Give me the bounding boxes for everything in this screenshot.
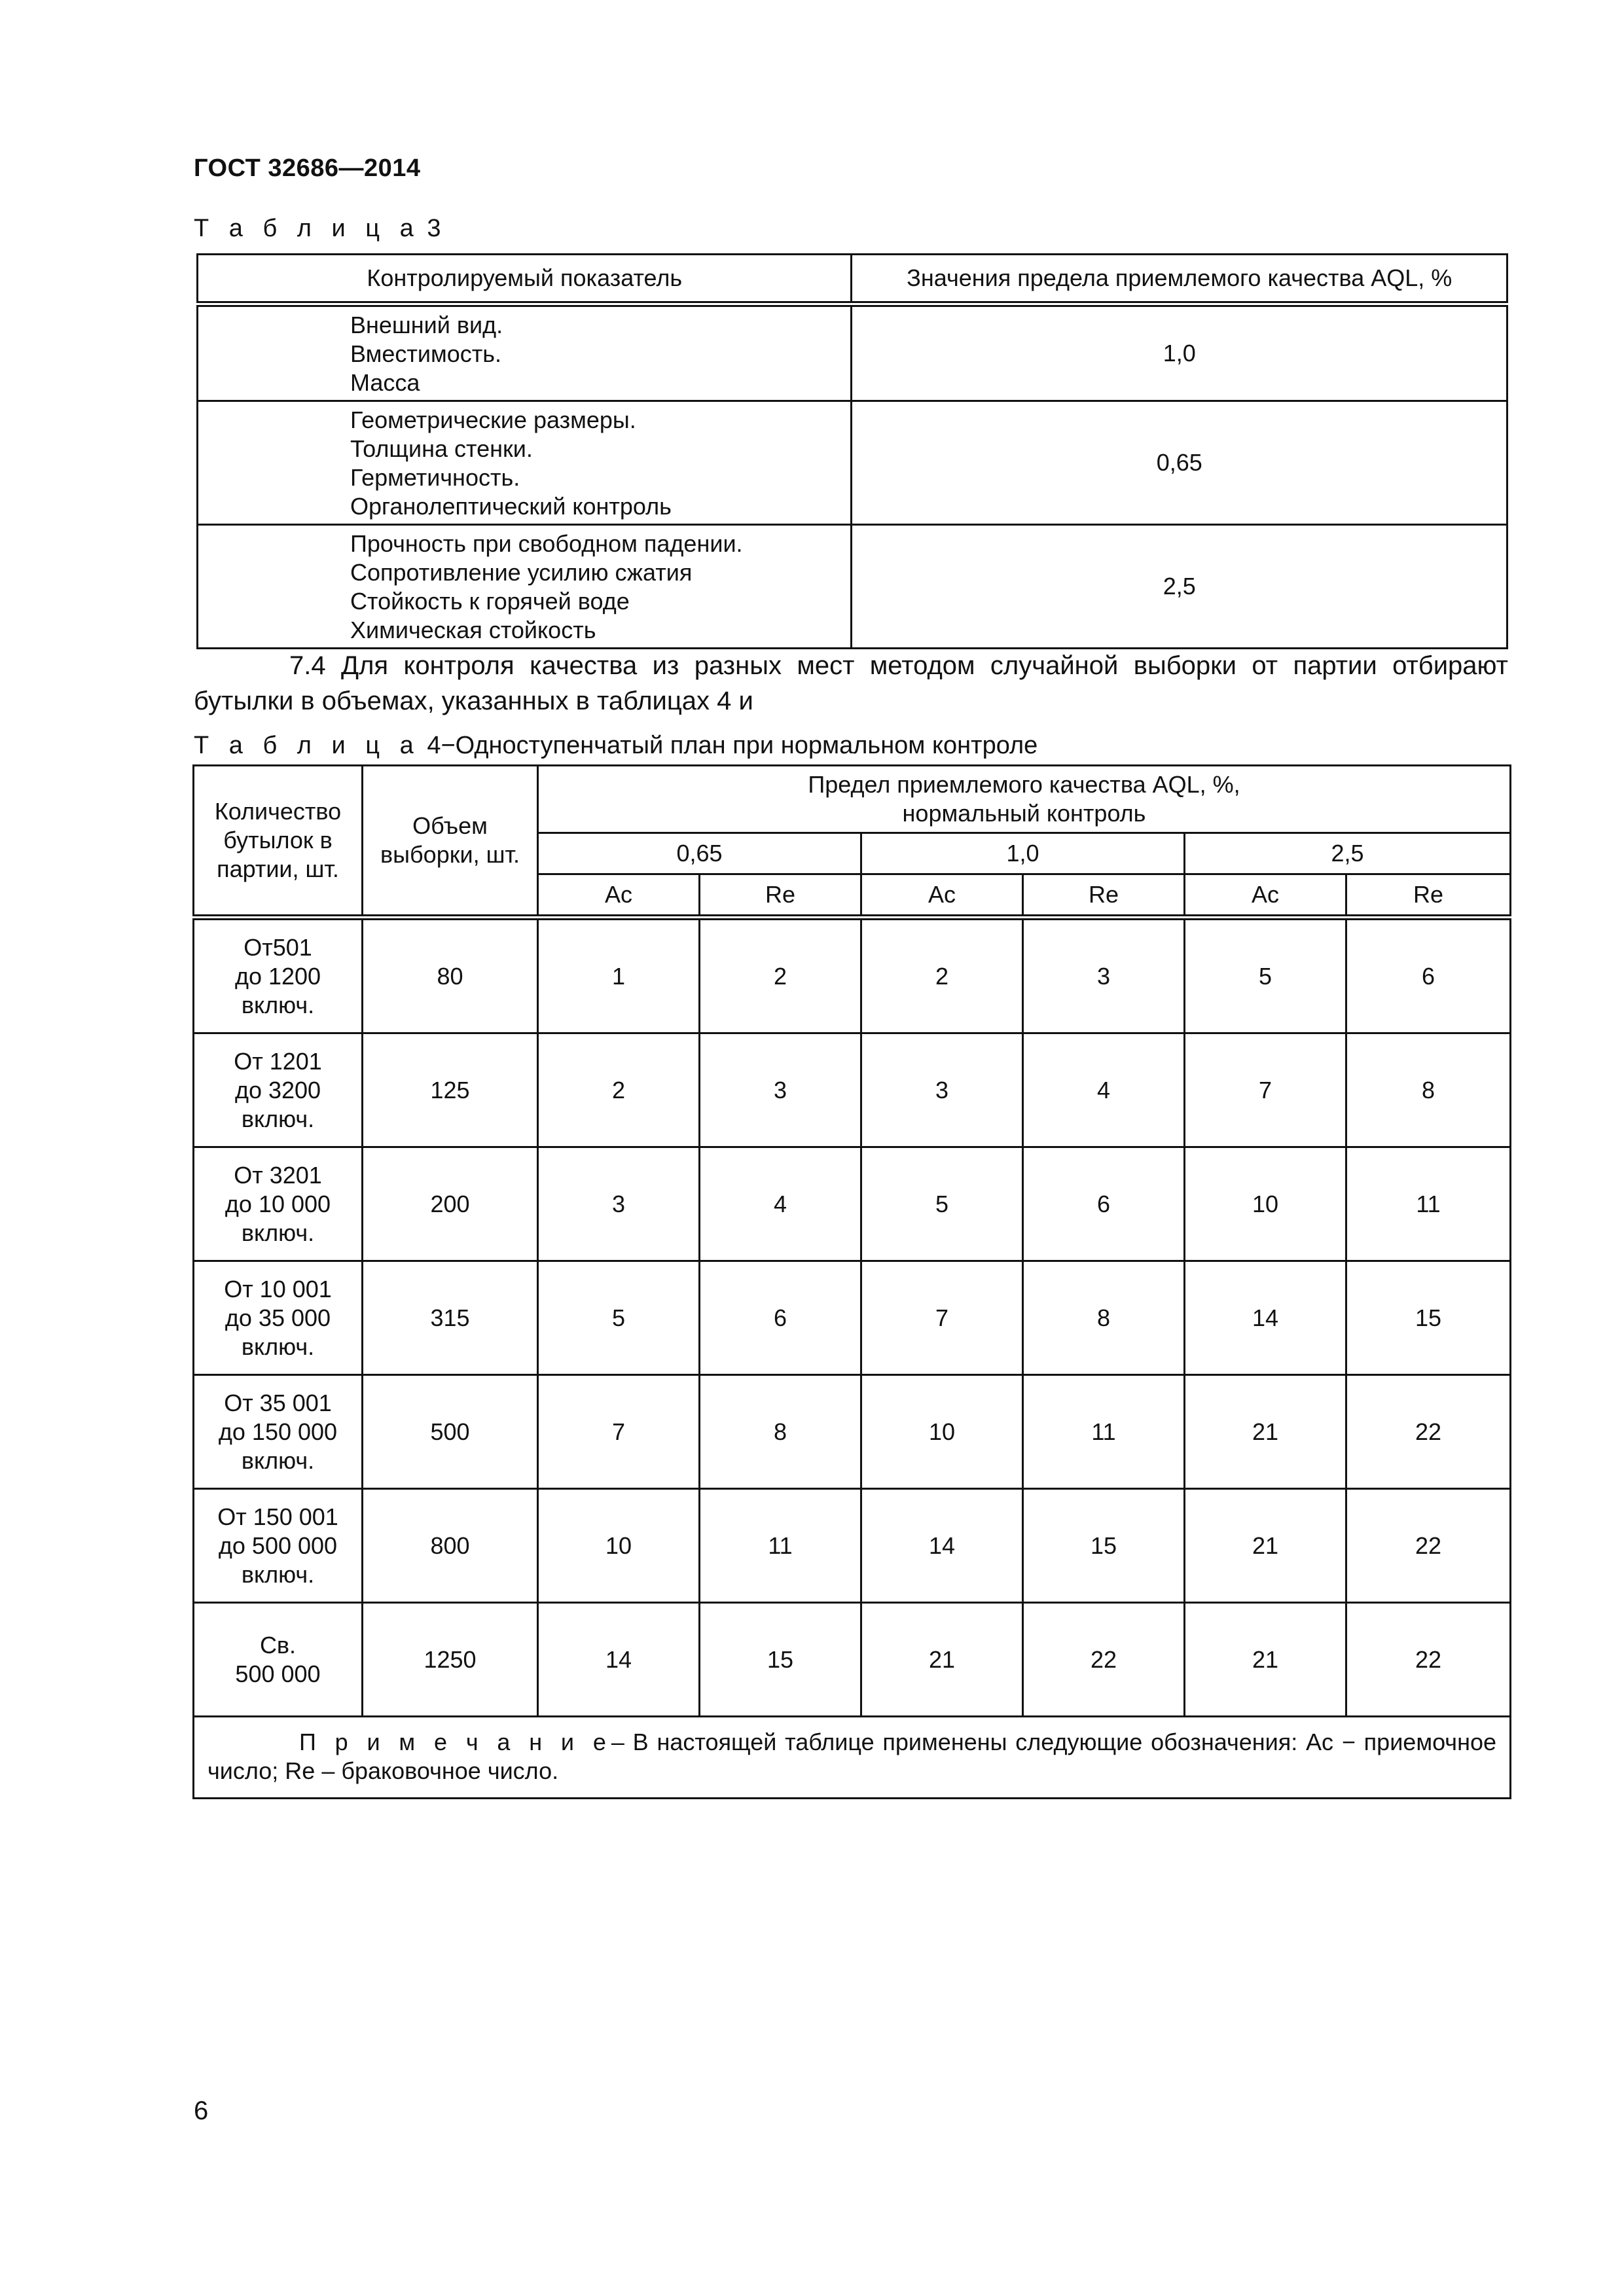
- value-cell: 15: [1346, 1261, 1511, 1375]
- table3-caption-number: 3: [427, 215, 441, 242]
- value-cell: 21: [1185, 1489, 1346, 1603]
- indicator-line: Вместимость.: [350, 340, 501, 367]
- indicator-line: Стойкость к горячей воде: [350, 588, 630, 615]
- table3-indicators: [198, 401, 852, 525]
- indicator-line: Сопротивление усилию сжатия: [350, 559, 693, 586]
- table4-aql-level: 2,5: [1185, 833, 1511, 874]
- lot-size-cell: От 1201 до 3200 включ.: [194, 1033, 363, 1147]
- value-cell: 5: [1185, 918, 1346, 1033]
- sample-size-cell: 1250: [363, 1603, 538, 1717]
- value-cell: 3: [861, 1033, 1023, 1147]
- table-row: [194, 1375, 1511, 1489]
- value-cell: 22: [1346, 1489, 1511, 1603]
- value-cell: 14: [538, 1603, 700, 1717]
- table4-aql-header: Предел приемлемого качества AQL, %, нормальный контроль: [538, 766, 1511, 833]
- indicator-line: Толщина стенки.: [350, 435, 533, 462]
- value-cell: 7: [538, 1375, 700, 1489]
- table3-aql-value: 0,65: [852, 401, 1507, 525]
- value-cell: 2: [538, 1033, 700, 1147]
- table4-ac-header: Ac: [861, 874, 1023, 918]
- value-cell: 21: [1185, 1375, 1346, 1489]
- table3-row: [198, 304, 1507, 401]
- sample-size-cell: 200: [363, 1147, 538, 1261]
- value-cell: 14: [1185, 1261, 1346, 1375]
- value-cell: 11: [1023, 1375, 1185, 1489]
- table-row: [194, 1033, 1511, 1147]
- table-row: [194, 1489, 1511, 1603]
- note-body: – В настоящей таблице применены следующие обозначения: Ac − приемочное число; Re – браковочное число.: [208, 1729, 1496, 1784]
- table3: [196, 253, 1508, 649]
- table-row: [194, 918, 1511, 1033]
- indicator-line: Органолептический контроль: [350, 493, 672, 520]
- value-cell: 10: [861, 1375, 1023, 1489]
- value-cell: 10: [538, 1489, 700, 1603]
- document-id: ГОСТ 32686—2014: [194, 154, 421, 182]
- table-row: [194, 1603, 1511, 1717]
- value-cell: 14: [861, 1489, 1023, 1603]
- note-label: П р и м е ч а н и е: [299, 1729, 611, 1755]
- table3-caption: [194, 215, 441, 243]
- value-cell: 3: [1023, 918, 1185, 1033]
- table4-col-lot: Количество бутылок в партии, шт.: [194, 766, 363, 918]
- table3-col-indicator: Контролируемый показатель: [198, 255, 852, 304]
- value-cell: 21: [861, 1603, 1023, 1717]
- table4-caption-prefix: Т а б л и ц а: [194, 732, 420, 759]
- lot-size-cell: От 10 001 до 35 000 включ.: [194, 1261, 363, 1375]
- table4-col-sample: Объем выборки, шт.: [363, 766, 538, 918]
- table4-aql-level: 1,0: [861, 833, 1185, 874]
- indicator-line: Внешний вид.: [350, 312, 503, 338]
- table4-ac-header: Ac: [538, 874, 700, 918]
- table-row: [194, 1261, 1511, 1375]
- table3-indicators: [198, 525, 852, 649]
- value-cell: 10: [1185, 1147, 1346, 1261]
- paragraph-text: 7.4 Для контроля качества из разных мест методом случайной выборки от партии отбирают бутылки в объемах, указанных в таблицах 4 и: [194, 651, 1508, 715]
- value-cell: 11: [700, 1489, 861, 1603]
- value-cell: 15: [700, 1603, 861, 1717]
- table3-row: [198, 525, 1507, 649]
- value-cell: 3: [700, 1033, 861, 1147]
- table4-note: [194, 1717, 1511, 1799]
- lot-size-cell: От501 до 1200 включ.: [194, 918, 363, 1033]
- value-cell: 6: [1346, 918, 1511, 1033]
- indicator-line: Химическая стойкость: [350, 617, 596, 643]
- sample-size-cell: 125: [363, 1033, 538, 1147]
- value-cell: 11: [1346, 1147, 1511, 1261]
- table4: [192, 764, 1511, 1799]
- table4-ac-header: Ac: [1185, 874, 1346, 918]
- table4-re-header: Re: [1023, 874, 1185, 918]
- paragraph-7-4: [194, 648, 1508, 719]
- table3-col-aql: Значения предела приемлемого качества AQL, %: [852, 255, 1507, 304]
- sample-size-cell: 500: [363, 1375, 538, 1489]
- table3-indicators: [198, 304, 852, 401]
- sample-size-cell: 800: [363, 1489, 538, 1603]
- table3-aql-value: 2,5: [852, 525, 1507, 649]
- table4-caption: [194, 732, 1038, 760]
- lot-size-cell: Св. 500 000: [194, 1603, 363, 1717]
- value-cell: 2: [861, 918, 1023, 1033]
- value-cell: 8: [700, 1375, 861, 1489]
- table4-note-row: [194, 1717, 1511, 1799]
- indicator-line: Геометрические размеры.: [350, 406, 636, 433]
- sample-size-cell: 315: [363, 1261, 538, 1375]
- indicator-line: Масса: [350, 369, 420, 396]
- table3-caption-prefix: Т а б л и ц а: [194, 215, 420, 242]
- table4-re-header: Re: [1346, 874, 1511, 918]
- value-cell: 21: [1185, 1603, 1346, 1717]
- table-row: [194, 1147, 1511, 1261]
- indicator-line: Герметичность.: [350, 464, 520, 491]
- value-cell: 8: [1346, 1033, 1511, 1147]
- indicator-line: Прочность при свободном падении.: [350, 530, 743, 557]
- table3-row: [198, 401, 1507, 525]
- value-cell: 4: [700, 1147, 861, 1261]
- lot-size-cell: От 150 001 до 500 000 включ.: [194, 1489, 363, 1603]
- value-cell: 5: [538, 1261, 700, 1375]
- lot-size-cell: От 35 001 до 150 000 включ.: [194, 1375, 363, 1489]
- value-cell: 22: [1023, 1603, 1185, 1717]
- value-cell: 6: [1023, 1147, 1185, 1261]
- value-cell: 22: [1346, 1603, 1511, 1717]
- sample-size-cell: 80: [363, 918, 538, 1033]
- value-cell: 22: [1346, 1375, 1511, 1489]
- value-cell: 2: [700, 918, 861, 1033]
- page-number: 6: [194, 2096, 209, 2125]
- value-cell: 7: [861, 1261, 1023, 1375]
- value-cell: 7: [1185, 1033, 1346, 1147]
- table4-aql-level: 0,65: [538, 833, 861, 874]
- value-cell: 8: [1023, 1261, 1185, 1375]
- value-cell: 5: [861, 1147, 1023, 1261]
- table4-caption-title: 4−Одноступенчатый план при нормальном контроле: [420, 732, 1038, 759]
- value-cell: 6: [700, 1261, 861, 1375]
- table3-aql-value: 1,0: [852, 304, 1507, 401]
- value-cell: 3: [538, 1147, 700, 1261]
- table4-re-header: Re: [700, 874, 861, 918]
- value-cell: 15: [1023, 1489, 1185, 1603]
- value-cell: 1: [538, 918, 700, 1033]
- lot-size-cell: От 3201 до 10 000 включ.: [194, 1147, 363, 1261]
- value-cell: 4: [1023, 1033, 1185, 1147]
